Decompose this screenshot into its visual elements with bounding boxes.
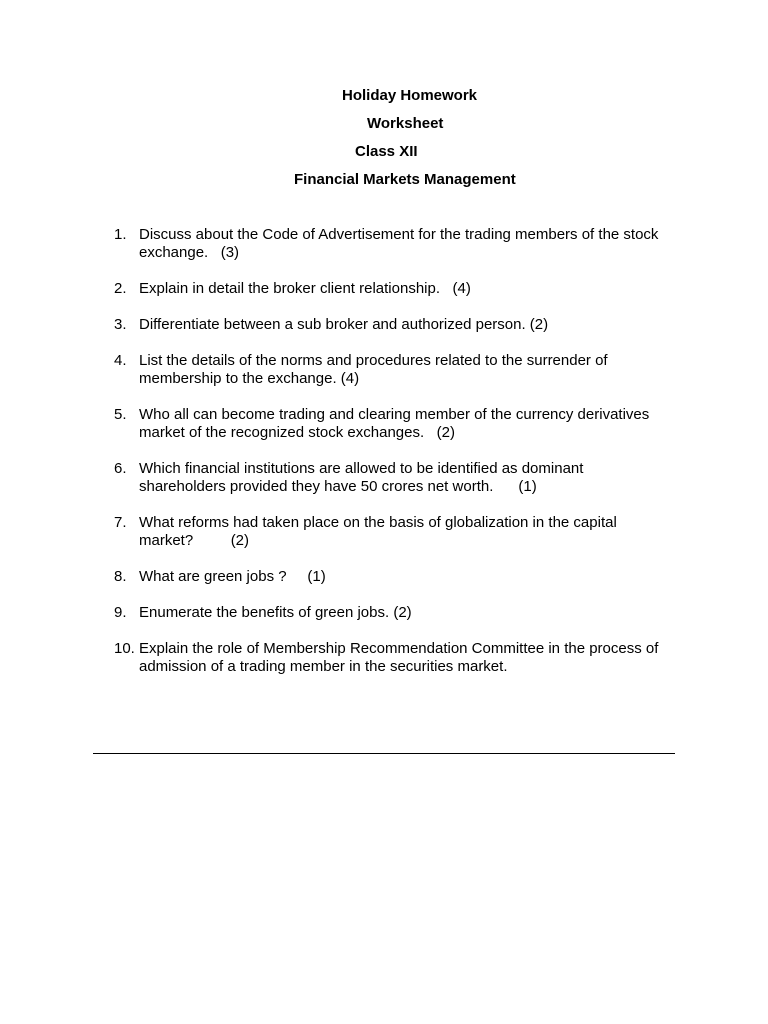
worksheet-title: Holiday Homework [342,87,478,104]
question-item [114,316,674,334]
question-text: What are green jobs ? (1) [139,568,326,585]
question-text: Who all can become trading and clearing member of the currency derivatives market of the recognized stock exchanges. (2) [139,406,654,441]
question-text: Enumerate the benefits of green jobs. (2) [139,604,412,621]
question-number: 4. [114,352,127,369]
question-item [114,640,674,676]
question-item [114,514,674,550]
question-text: Explain in detail the broker client relationship. (4) [139,280,471,297]
question-number: 8. [114,568,127,585]
question-text: Discuss about the Code of Advertisement for the trading members of the stock exchange. (3) [139,226,663,261]
question-item [114,352,674,388]
question-number: 9. [114,604,127,621]
question-text: Explain the role of Membership Recommendation Committee in the process of admission of a trading member in the securities market. [139,640,663,675]
question-number: 5. [114,406,127,423]
question-item [114,460,674,496]
question-number: 6. [114,460,127,477]
question-item [114,604,674,622]
question-text: Which financial institutions are allowed to be identified as dominant shareholders provided they have 50 crores net worth. (1) [139,460,588,495]
question-text: List the details of the norms and procedures related to the surrender of membership to the exchange. (4) [139,352,612,387]
question-number: 10. [114,640,135,657]
question-text: What reforms had taken place on the basis of globalization in the capital market? (2) [139,514,621,549]
question-list [114,226,674,694]
question-item [114,280,674,298]
question-text: Differentiate between a sub broker and authorized person. (2) [139,316,549,333]
question-item [114,568,674,586]
subject-title: Financial Markets Management [294,171,516,188]
question-item [114,406,674,442]
horizontal-divider [93,753,675,754]
class-label: Class XII [355,143,418,160]
question-number: 7. [114,514,127,531]
question-number: 2. [114,280,127,297]
question-number: 3. [114,316,127,333]
question-item [114,226,674,262]
worksheet-subtitle: Worksheet [367,115,444,132]
question-number: 1. [114,226,127,243]
